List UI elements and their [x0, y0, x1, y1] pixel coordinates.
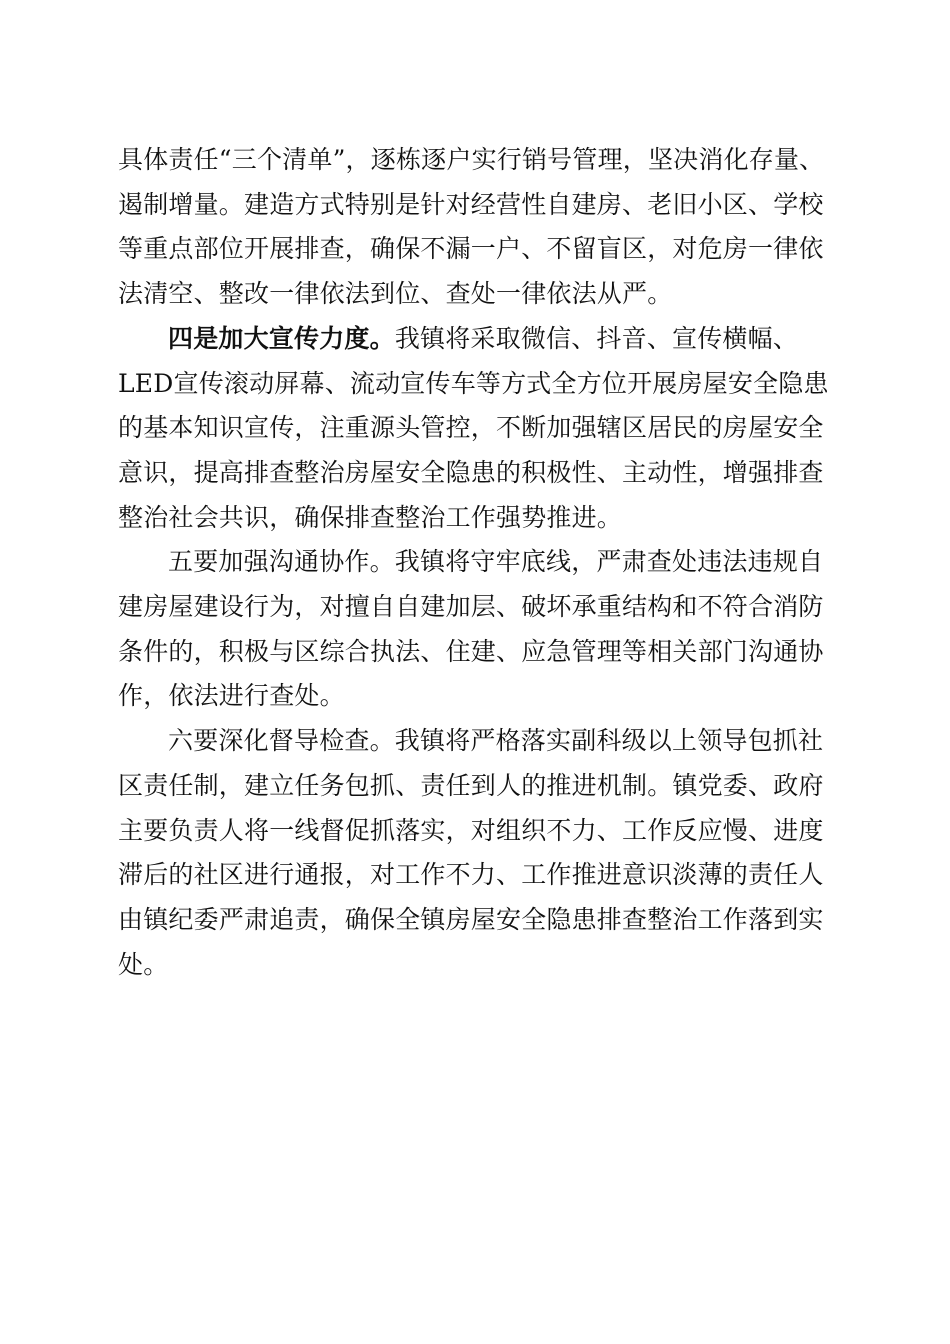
paragraph-publicity [118, 317, 830, 541]
paragraph-continued: 具体责任“三个清单”，逐栋逐户实行销号管理，坚决消化存量、遏制增量。建造方式特别是针对经营性自建房、老旧小区、学校等重点部位开展排查，确保不漏一户、不留盲区，对危房一律依法清空、整改一律依法到位、查处一律依法从严。 [118, 145, 825, 309]
paragraph-communication: 五要加强沟通协作。我镇将守牢底线，严肃查处违法违规自建房屋建设行为，对擅自自建加层、破坏承重结构和不符合消防条件的，积极与区综合执法、住建、应急管理等相关部门沟通协作，依法进行查处。 [118, 547, 824, 711]
document-body [118, 138, 830, 987]
paragraph-body: 我镇将采取微信、抖音、宣传横幅、LED宣传滚动屏幕、流动宣传车等方式全方位开展房屋安全隐患的基本知识宣传，注重源头管控，不断加强辖区居民的房屋安全意识，提高排查整治房屋安全隐患的积极性、主动性，增强排查整治社会共识，确保排查整治工作强势推进。 [118, 323, 829, 532]
paragraph-supervision: 六要深化督导检查。我镇将严格落实副科级以上领导包抓社区责任制，建立任务包抓、责任到人的推进机制。镇党委、政府主要负责人将一线督促抓落实，对组织不力、工作反应慢、进度滞后的社区进行通报，对工作不力、工作推进意识淡薄的责任人由镇纪委严肃追责，确保全镇房屋安全隐患排查整治工作落到实处。 [118, 726, 824, 979]
paragraph-lead-heading: 四是加大宣传力度。 [168, 323, 395, 353]
